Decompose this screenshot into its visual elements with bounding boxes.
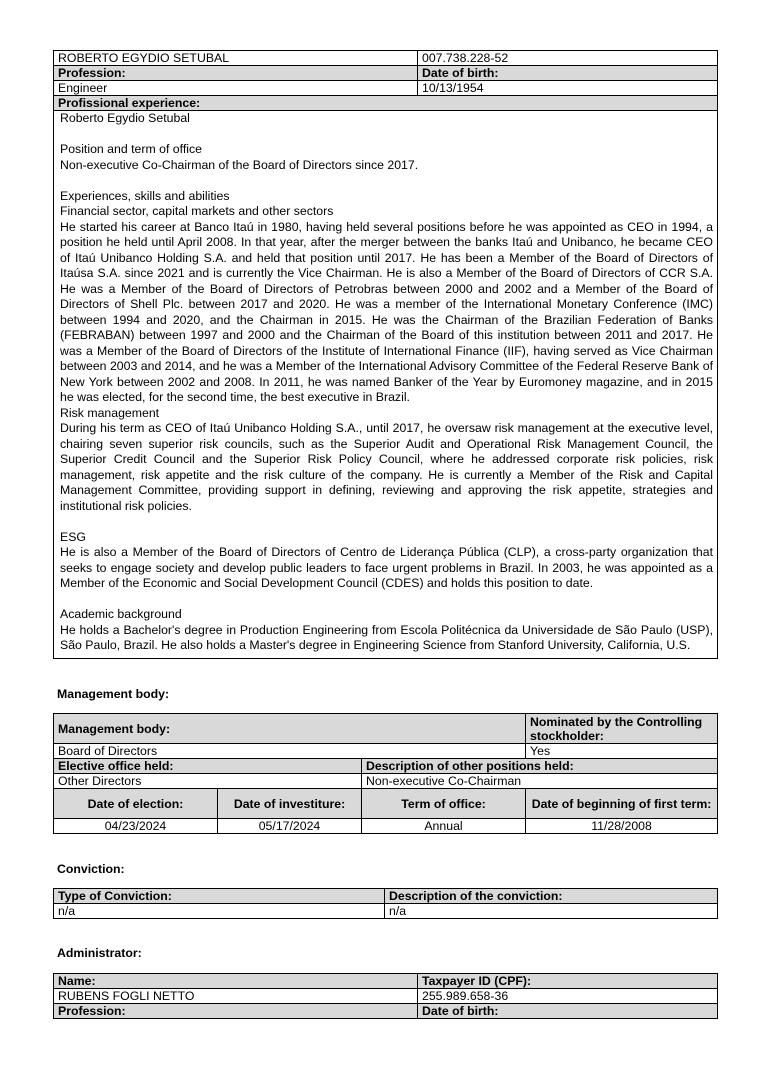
experience-body	[54, 111, 718, 659]
investiture-date-value: 05/17/2024	[218, 819, 362, 834]
management-body-header: Management body:	[54, 714, 526, 744]
term-of-office-header: Term of office:	[362, 789, 526, 819]
nominated-value: Yes	[526, 744, 718, 759]
first-term-value: 11/28/2008	[526, 819, 718, 834]
bio-name: Roberto Egydio Setubal	[60, 111, 190, 125]
other-positions-header: Description of other positions held:	[362, 759, 718, 774]
election-date-header: Date of election:	[54, 789, 218, 819]
person-table	[53, 50, 718, 659]
administrator-profession-header: Profession:	[54, 1004, 418, 1019]
management-section-label: Management body:	[57, 687, 170, 701]
term-of-office-value: Annual	[362, 819, 526, 834]
conviction-description-header: Description of the conviction:	[385, 889, 718, 904]
management-body-value: Board of Directors	[54, 744, 526, 759]
esg-title: ESG	[60, 529, 86, 544]
academic-title: Academic background	[60, 607, 182, 621]
esg-text: He is also a Member of the Board of Directors of Centro de Liderança Pública (CLP), a cross-party organization that seeks to engage society and develop public leaders to face urgent problems in Brazil. In 2003, he was appointed as a Member of the Economic and Social Development Council (CDES) and holds this position to date.	[60, 545, 713, 590]
experience-text: He started his career at Banco Itaú in 1980, having held several positions before he was appointed as CEO in 1994, a position he held until April 2008. In that year, after the merger between the banks Itaú and Unibanco, he became CEO of Itaú Unibanco Holding S.A. and held that position until 2017. He has been a Member of the Board of Directors of Itaúsa S.A. since 2021 and is currently the Vice Chairman. He is also a Member of the Board of Directors of CCR S.A. He was a Member of the Board of Directors of Petrobras between 2000 and 2002 and a Member of the Board of Directors of Shell Plc. between 2017 and 2020. He was a member of the International Monetary Conference (IMC) between 1994 and 2020, and the Chairman in 2015. He was the Chairman of the Brazilian Federation of Banks (FEBRABAN) between 1997 and 2000 and the Chairman of the Board of this institution between 2011 and 2017. He was a Member of the Board of Directors of the Institute of International Finance (IIF), having served as Vice Chairman between 2003 and 2014, and he was a Member of the International Advisory Committee of the Federal Reserve Bank of New York between 2002 and 2008. In 2011, he was named Banker of the Year by Euromoney magazine, and in 2015 he was elected, for the second time, the best executive in Brazil.	[60, 219, 713, 404]
elective-office-value: Other Directors	[54, 774, 362, 789]
administrator-name-header: Name:	[54, 974, 418, 989]
risk-title: Risk management	[60, 405, 160, 420]
administrator-tax-value: 255.989.658-36	[418, 989, 718, 1004]
administrator-table	[53, 973, 718, 1019]
elective-office-header: Elective office held:	[54, 759, 362, 774]
profession-header: Profession:	[54, 66, 418, 81]
position-text: Non-executive Co-Chairman of the Board of Directors since 2017.	[60, 157, 419, 172]
administrator-name-value: RUBENS FOGLI NETTO	[54, 989, 418, 1004]
experience-header: Profissional experience:	[54, 96, 718, 111]
risk-text: During his term as CEO of Itaú Unibanco Holding S.A., until 2017, he oversaw risk management at the executive level, chairing seven superior risk councils, such as the Superior Audit and Operational Risk Management Council, the Superior Credit Council and the Superior Risk Policy Council, where he addressed corporate risk policies, risk management, risk appetite and the risk culture of the company. He is currently a Member of the Risk and Capital Management Committee, providing support in defining, reviewing and approving the risk appetite, strategies and institutional risk policies.	[60, 421, 713, 513]
administrator-tax-header: Taxpayer ID (CPF):	[418, 974, 718, 989]
experience-subtitle: Financial sector, capital markets and other sectors	[60, 204, 334, 218]
administrator-section-label: Administrator:	[57, 946, 142, 960]
academic-text: He holds a Bachelor's degree in Production Engineering from Escola Politécnica da Universidade de São Paulo (USP), São Paulo, Brazil. He also holds a Master's degree in Engineering Science from Stanford University, California, U.S.	[60, 622, 713, 652]
birth-date-header: Date of birth:	[418, 66, 718, 81]
profession-value: Engineer	[54, 81, 418, 96]
birth-date-value: 10/13/1954	[418, 81, 718, 96]
election-date-value: 04/23/2024	[54, 819, 218, 834]
nominated-header: Nominated by the Controlling stockholder:	[526, 714, 718, 744]
administrator-birth-header: Date of birth:	[418, 1004, 718, 1019]
conviction-table	[53, 888, 718, 919]
first-term-header: Date of beginning of first term:	[526, 789, 718, 819]
investiture-date-header: Date of investiture:	[218, 789, 362, 819]
conviction-description-value: n/a	[385, 904, 718, 919]
person-name: ROBERTO EGYDIO SETUBAL	[54, 51, 418, 66]
conviction-type-value: n/a	[54, 904, 385, 919]
conviction-type-header: Type of Conviction:	[54, 889, 385, 904]
experience-title: Experiences, skills and abilities	[60, 188, 230, 203]
conviction-section-label: Conviction:	[57, 862, 125, 876]
management-table	[53, 713, 718, 834]
person-cpf: 007.738.228-52	[418, 51, 718, 66]
position-title: Position and term of office	[60, 142, 202, 156]
other-positions-value: Non-executive Co-Chairman	[362, 774, 718, 789]
